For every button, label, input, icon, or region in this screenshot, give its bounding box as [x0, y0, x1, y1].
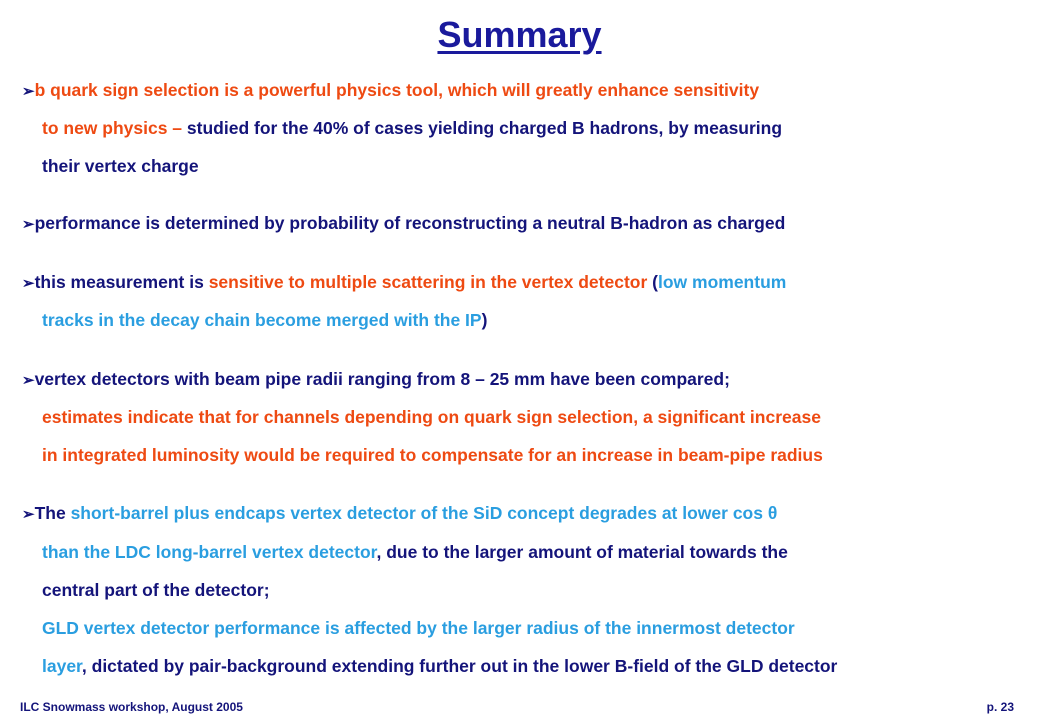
- text-segment: estimates indicate that for channels depending on quark sign selection, a significant increase: [42, 407, 821, 427]
- bullet-5-line-3: [42, 580, 270, 600]
- bullet-5-line-4: [42, 618, 795, 638]
- bullet-5-line-5: [42, 656, 837, 676]
- bullet-arrow-icon: ➢: [22, 372, 35, 389]
- bullet-arrow-icon: ➢: [22, 216, 35, 233]
- bullet-3-line-2: [42, 310, 487, 330]
- text-segment: than the LDC long-barrel vertex detector: [42, 542, 377, 562]
- bullet-1-line-2: [42, 118, 782, 138]
- text-segment: sensitive to multiple scattering in the vertex detector: [208, 272, 648, 292]
- bullet-5-line-1: [22, 503, 777, 525]
- footer-workshop-label: ILC Snowmass workshop, August 2005: [20, 700, 243, 714]
- text-segment: layer: [42, 656, 82, 676]
- bullet-1-line-1: [22, 80, 759, 102]
- text-segment: this measurement is: [34, 272, 209, 292]
- text-segment: low momentum: [657, 272, 787, 292]
- bullet-3-line-1: [22, 272, 786, 294]
- text-segment: vertex detectors with beam pipe radii ranging from 8 – 25 mm have been compared;: [34, 369, 730, 389]
- bullet-1-line-3: [42, 156, 199, 176]
- text-segment: studied for the 40% of cases yielding charged B hadrons, by measuring: [186, 118, 783, 138]
- bullet-5-line-2: [42, 542, 788, 562]
- text-segment: b quark sign selection is a powerful physics tool, which will greatly enhance sensitivity: [34, 80, 760, 100]
- text-segment: , dictated by pair-background extending further out in the lower B-field of the GLD detector: [81, 656, 838, 676]
- bullet-arrow-icon: ➢: [22, 275, 35, 292]
- bullet-4-line-3: [42, 445, 823, 465]
- bullet-2-line-1: [22, 213, 785, 235]
- bullet-arrow-icon: ➢: [22, 506, 35, 523]
- text-segment: central part of the detector;: [42, 580, 270, 600]
- page-title: Summary: [437, 14, 602, 55]
- text-segment: The: [34, 503, 71, 523]
- text-segment: to new physics –: [42, 118, 187, 138]
- bullet-arrow-icon: ➢: [22, 83, 35, 100]
- text-segment: tracks in the decay chain become merged with the IP: [42, 310, 482, 330]
- bullet-4-line-1: [22, 369, 730, 391]
- text-segment: ): [481, 310, 488, 330]
- text-segment: performance is determined by probability of reconstructing a neutral B-hadron as charged: [34, 213, 786, 233]
- footer-page-number: p. 23: [986, 700, 1014, 714]
- text-segment: their vertex charge: [42, 156, 199, 176]
- bullet-4-line-2: [42, 407, 821, 427]
- text-segment: , due to the larger amount of material towards the: [376, 542, 788, 562]
- text-segment: GLD vertex detector performance is affected by the larger radius of the innermost detector: [42, 618, 795, 638]
- text-segment: in integrated luminosity would be required to compensate for an increase in beam-pipe radius: [42, 445, 823, 465]
- text-segment: short-barrel plus endcaps vertex detector of the SiD concept degrades at lower cos θ: [70, 503, 778, 523]
- text-segment: (: [647, 272, 658, 292]
